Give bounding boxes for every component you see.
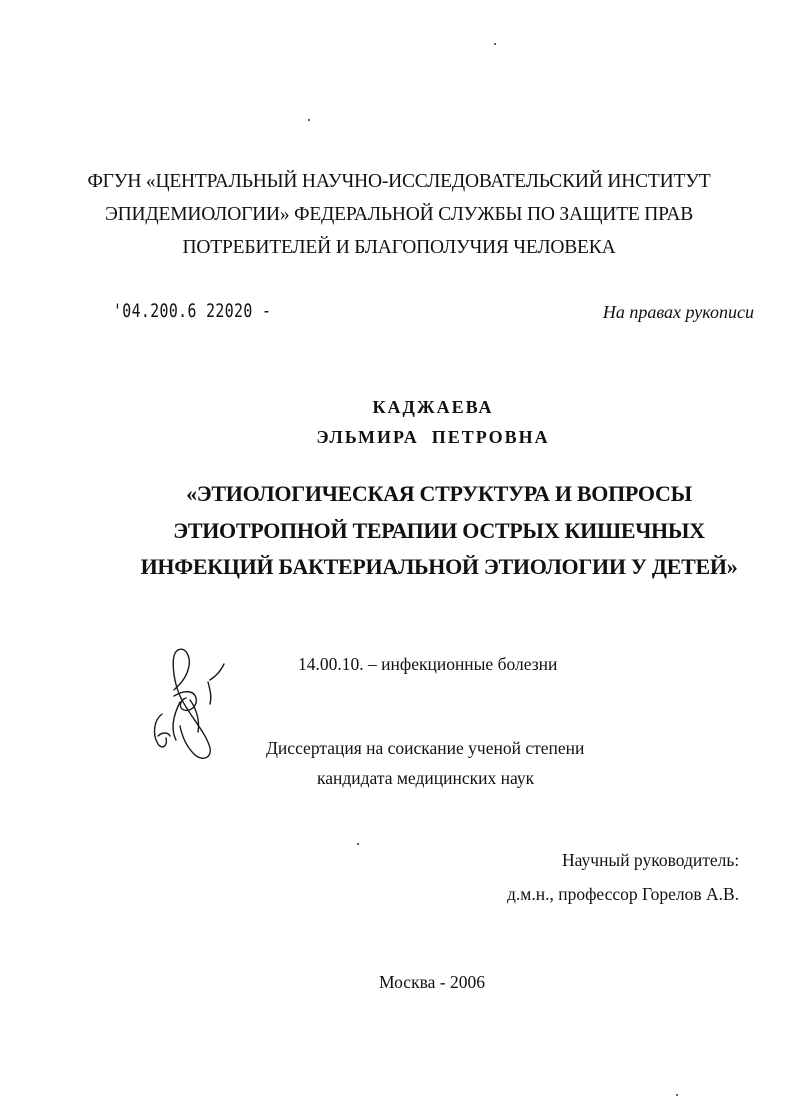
author-surname: КАДЖАЕВА xyxy=(372,397,494,417)
thesis-title-line-2: ЭТИОТРОПНОЙ ТЕРАПИИ ОСТРЫХ КИШЕЧНЫХ xyxy=(173,518,705,543)
place-year: Москва - 2006 xyxy=(379,972,485,992)
institute-header xyxy=(0,165,798,264)
registration-number: '04.200.6 22020 - xyxy=(113,300,272,322)
institute-line-1: ФГУН «ЦЕНТРАЛЬНЫЙ НАУЧНО-ИССЛЕДОВАТЕЛЬСКИЙ ИНСТИТУТ xyxy=(87,171,711,192)
degree-line-1: Диссертация на соискание ученой степени xyxy=(266,738,585,758)
rights-note: На правах рукописи xyxy=(602,302,754,322)
institute-line-2: ЭПИДЕМИОЛОГИИ» ФЕДЕРАЛЬНОЙ СЛУЖБЫ ПО ЗАЩИТЕ ПРАВ xyxy=(104,204,694,225)
thesis-title-line-3: ИНФЕКЦИЙ БАКТЕРИАЛЬНОЙ ЭТИОЛОГИИ У ДЕТЕЙ» xyxy=(140,554,738,579)
signature-icon xyxy=(140,640,230,770)
scan-speck xyxy=(308,119,310,121)
thesis-title-line-1: «ЭТИОЛОГИЧЕСКАЯ СТРУКТУРА И ВОПРОСЫ xyxy=(186,481,692,506)
supervisor-label: Научный руководитель: xyxy=(562,850,740,870)
degree-line-2: кандидата медицинских наук xyxy=(317,768,535,788)
scan-speck xyxy=(676,1094,678,1096)
scan-speck xyxy=(494,43,496,45)
supervisor-name: д.м.н., профессор Горелов А.В. xyxy=(507,884,740,904)
specialty-code: 14.00.10. – инфекционные болезни xyxy=(298,654,558,674)
scan-speck xyxy=(357,843,359,845)
institute-line-3: ПОТРЕБИТЕЛЕЙ И БЛАГОПОЛУЧИЯ ЧЕЛОВЕКА xyxy=(182,237,616,258)
author-given-names: ЭЛЬМИРА ПЕТРОВНА xyxy=(316,427,550,447)
